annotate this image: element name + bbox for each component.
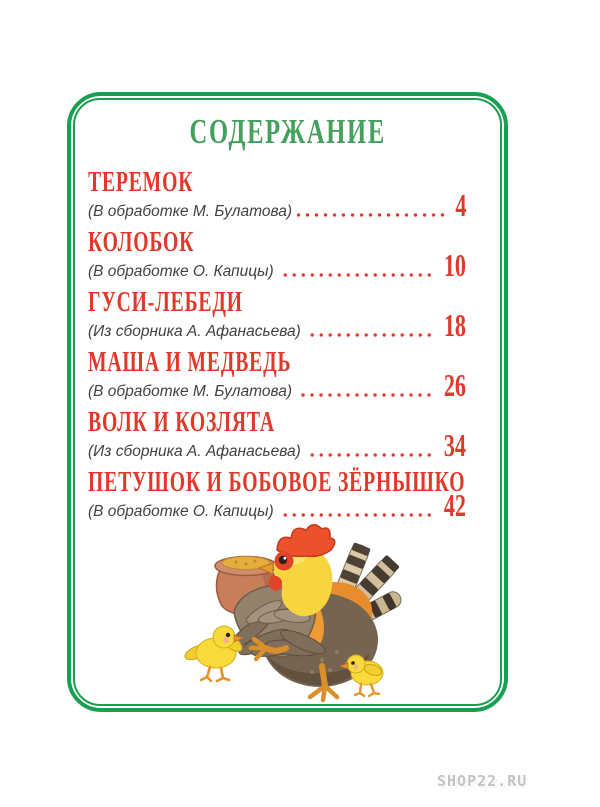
toc-entry — [88, 349, 466, 401]
dotted-leader — [279, 273, 436, 277]
toc-entry-title: ТЕРЕМОК — [88, 167, 194, 198]
toc-entry-subtitle: (Из сборника А. Афанасьева) — [88, 323, 301, 341]
toc-entry-title: ГУСИ-ЛЕБЕДИ — [88, 287, 243, 318]
toc-entry-page-number: 4 — [454, 187, 466, 223]
toc-entry — [88, 469, 466, 521]
chick-left — [183, 626, 245, 681]
toc-list — [88, 169, 466, 529]
toc-entry — [88, 289, 466, 341]
toc-entry — [88, 409, 466, 461]
toc-entry-title: КОЛОБОК — [88, 227, 195, 258]
toc-entry-title: МАША И МЕДВЕДЬ — [88, 347, 292, 378]
toc-entry-title: ПЕТУШОК И БОБОВОЕ ЗЁРНЫШКО — [88, 467, 466, 498]
toc-entry-subtitle: (В обработке О. Капицы) — [88, 263, 274, 281]
toc-entry-page-number: 42 — [443, 487, 466, 523]
toc-entry-subtitle: (В обработке О. Капицы) — [88, 503, 274, 521]
dotted-leader — [306, 333, 436, 337]
toc-entry-subtitle: (В обработке М. Булатова) — [88, 203, 292, 221]
dotted-leader — [297, 213, 450, 217]
toc-entry-page-number: 18 — [443, 307, 466, 343]
hen-with-pot-and-chicks-illustration — [172, 520, 434, 706]
hen-illustration-svg — [172, 520, 434, 706]
toc-entry-page-number: 26 — [443, 367, 466, 403]
toc-entry-subtitle: (В обработке М. Булатова) — [88, 383, 292, 401]
toc-entry-page-number: 34 — [443, 427, 466, 463]
dotted-leader — [279, 513, 436, 517]
toc-entry-title: ВОЛК И КОЗЛЯТА — [88, 407, 275, 438]
dotted-leader — [297, 393, 436, 397]
toc-entry — [88, 229, 466, 281]
toc-entry-subtitle: (Из сборника А. Афанасьева) — [88, 443, 301, 461]
toc-entry-page-number: 10 — [443, 247, 466, 283]
hen-eye — [279, 556, 287, 564]
page-title: СОДЕРЖАНИЕ — [189, 112, 386, 152]
dotted-leader — [306, 453, 436, 457]
shop-watermark: SHOP22.RU — [437, 772, 528, 790]
toc-entry — [88, 169, 466, 221]
